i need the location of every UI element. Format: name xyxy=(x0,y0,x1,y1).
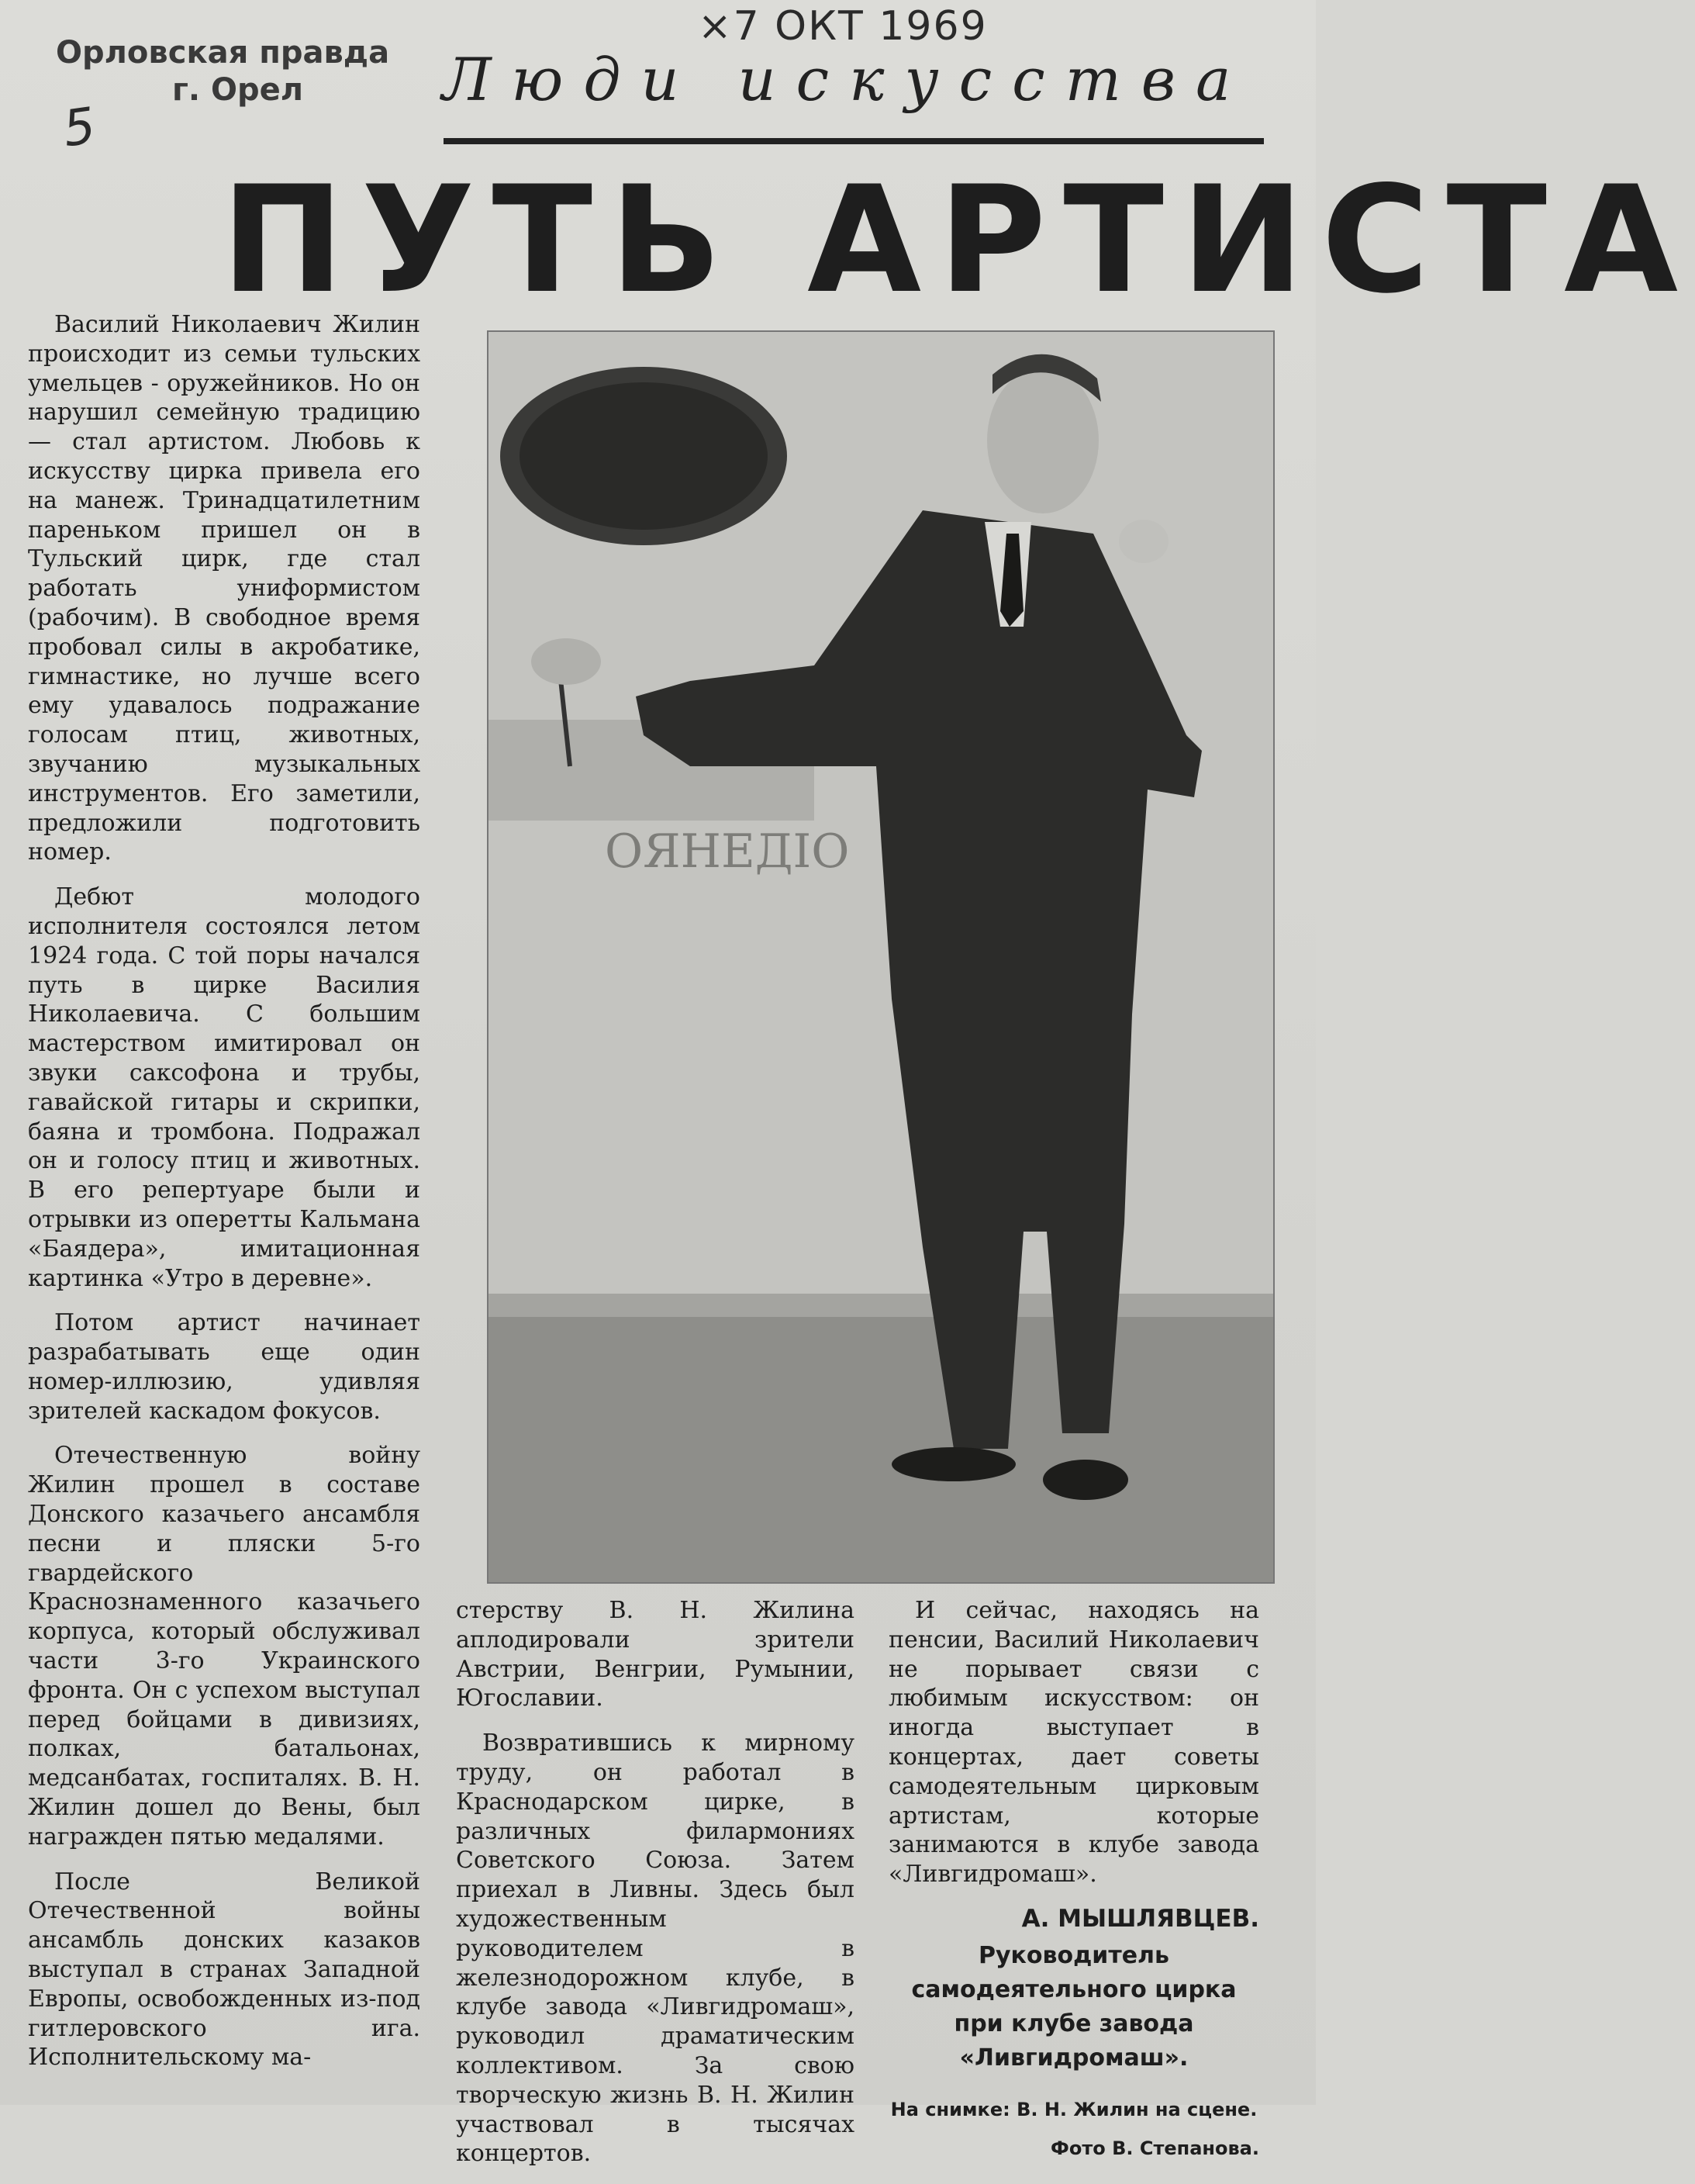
paragraph: Возвратившись к мирному труду, он работал в Краснодарском цирке, в различных филармониях Советского Союза. Затем приехал в Ливны. Здесь был художественным руководителем в железнодорожном клубе, в клубе завода «Ливгидромаш», руководил драматическим коллективом. За свою творческую жизнь В. Н. Жилин участвовал в тысячах концертов. xyxy=(456,1730,854,2168)
article-column-1 xyxy=(28,310,420,2088)
photo-caption: На снимке: В. Н. Жилин на сцене. xyxy=(890,2098,1258,2120)
paragraph: И сейчас, находясь на пенсии, Василий Николаевич не порывает связи с любимым искусством: он иногда выступает в концертах, дает советы самодеятельным цирковым артистам, которые занимаются в клубе завода «Ливгидромаш». xyxy=(889,1597,1259,1889)
paragraph: Потом артист начинает разрабатывать еще один номер-иллюзию, удивляя зрителей каскадом фокусов. xyxy=(28,1309,420,1425)
handwritten-number: 5 xyxy=(60,97,99,159)
headline: ПУТЬ АРТИСТА xyxy=(221,154,1695,326)
paragraph: Василий Николаевич Жилин происходит из семьи тульских умельцев - оружейников. Но он нарушил семейную традицию — стал артистом. Любовь к искусству цирка привела его на манеж. Тринадцатилетним пареньком пришел он в Тульский цирк, где стал работать униформистом (рабочим). В свободное время пробовал силы в акробатике, гимнастике, но лучше всего ему удавалось подражание голосам птиц, животных, звучанию музыкальных инструментов. Его заметили, предложили подготовить номер. xyxy=(28,311,420,866)
paragraph: Дебют молодого исполнителя состоялся летом 1924 года. С той поры начался путь в цирке Василия Николаевича. С большим мастерством имитировал он звуки саксофона и трубы, гавайской гитары и скрипки, баяна и тромбона. Подражал он и голосу птиц и животных. В его репертуаре были и отрывки из оперетты Кальмана «Баядера», имитационная картинка «Утро в деревне». xyxy=(28,883,420,1292)
article-column-3 xyxy=(889,1596,1259,2164)
source-stamp-line2: г. Орел xyxy=(172,72,304,108)
rubric-divider xyxy=(444,138,1264,144)
paragraph: стерству В. Н. Жилина аплодировали зрители Австрии, Венгрии, Румынии, Югославии. xyxy=(456,1597,854,1712)
article-photo xyxy=(487,330,1275,1584)
photo-illustration xyxy=(488,332,1273,1582)
source-stamp-line1: Орловская правда xyxy=(56,35,390,71)
source-stamp xyxy=(56,34,389,109)
author-role: Руководитель самодеятельного цирка при клубе завода «Ливгидромаш». xyxy=(911,1941,1237,2072)
photo-credit: Фото В. Степанова. xyxy=(1051,2137,1259,2159)
paragraph: Отечественную войну Жилин прошел в составе Донского казачьего ансамбля песни и пляски 5-го гвардейского Краснознаменного казачьего корпуса, который обслуживал части 3-го Украинского фронта. Он с успехом выступал перед бойцами в дивизиях, полках, батальонах, медсанбатах, госпиталях. В. Н. Жилин дошел до Вены, был награжден пятью медалями. xyxy=(28,1442,420,1851)
author-name: А. МЫШЛЯВЦЕВ. xyxy=(1021,1904,1259,1933)
paragraph: После Великой Отечественной войны ансамбль донских казаков выступал в странах Западной Европы, освобожденных из-под гитлеровского ига. Исполнительскому ма- xyxy=(28,1868,420,2072)
article-column-2 xyxy=(456,1596,854,2184)
handwritten-date: ×7 ОКТ 1969 xyxy=(698,3,988,50)
rubric-title: Люди искусства xyxy=(442,45,1251,114)
photo-backdrop-text: ОЯНЕДІО xyxy=(605,824,850,879)
